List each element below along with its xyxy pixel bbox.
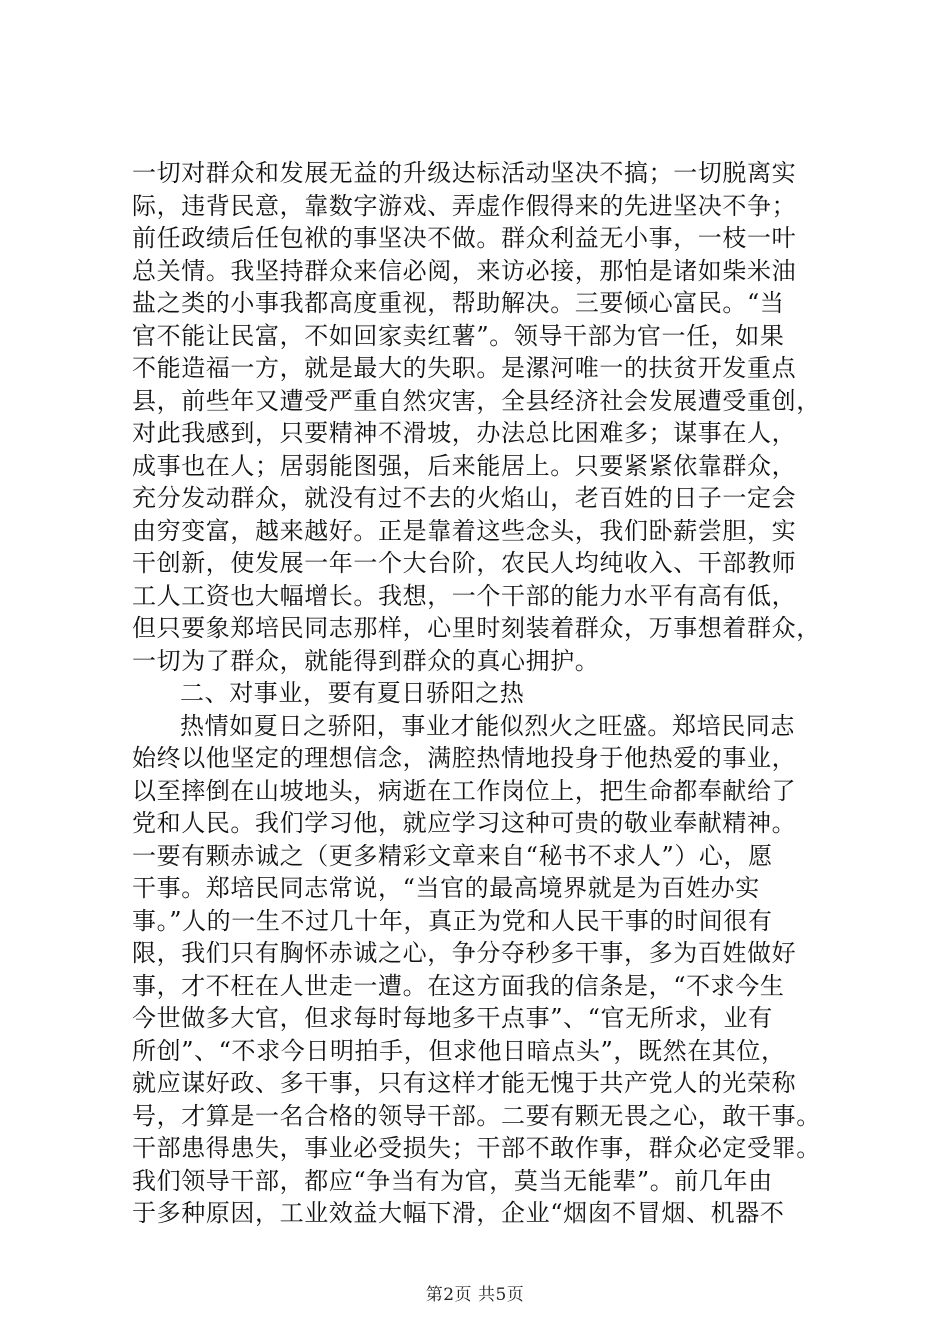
text-line: 始终以他坚定的理想信念，满腔热情地投身于他热爱的事业， <box>132 744 797 772</box>
page-footer: 第2页 共5页 <box>425 1285 525 1305</box>
text-line: 干创新，使发展一年一个大台阶，农民人均纯收入、干部教师 <box>132 549 797 577</box>
text-line: 成事也在人；居弱能图强，后来能居上。只要紧紧依靠群众， <box>132 451 797 480</box>
text-line: 事，才不枉在人世走一遭。在这方面我的信条是，“不求今生 <box>132 971 785 1000</box>
text-line: 前任政绩后任包袱的事坚决不做。群众利益无小事，一枝一叶 <box>132 224 797 252</box>
text-line: 一要有颗赤诚之（更多精彩文章来自“秘书不求人”）心，愿 <box>132 841 773 870</box>
text-line: 对此我感到，只要精神不滑坡，办法总比困难多；谋事在人， <box>132 419 797 447</box>
text-line: 一切为了群众，就能得到群众的真心拥护。 <box>132 646 600 675</box>
text-line: 官不能让民富，不如回家卖红薯”。领导干部为官一任，如果 <box>132 321 785 350</box>
text-line: 县，前些年又遭受严重自然灾害，全县经济社会发展遭受重创， <box>132 386 821 415</box>
section-heading: 二、对事业，要有夏日骄阳之热 <box>180 679 525 707</box>
text-line: 干事。郑培民同志常说，“当官的最高境界就是为百姓办实 <box>132 874 760 902</box>
text-line: 以至摔倒在山坡地头，病逝在工作岗位上，把生命都奉献给了 <box>132 776 797 805</box>
text-line: 我们领导干部，都应“争当有为官，莫当无能辈”。前几年由 <box>132 1166 773 1195</box>
text-line: 总关情。我坚持群众来信必阅，来访必接，那怕是诸如柴米油 <box>132 256 797 285</box>
text-line: 就应谋好政、多干事，只有这样才能无愧于共产党人的光荣称 <box>132 1069 797 1097</box>
text-line: 不能造福一方，就是最大的失职。是漯河唯一的扶贫开发重点 <box>132 354 797 382</box>
text-line: 所创”、“不求今日明拍手，但求他日暗点头”，既然在其位， <box>132 1036 786 1065</box>
text-line: 盐之类的小事我都高度重视，帮助解决。三要倾心富民。“当 <box>132 289 785 317</box>
text-line: 干部患得患失，事业必受损失；干部不敢作事，群众必定受罪。 <box>132 1134 821 1162</box>
text-line: 号，才算是一名合格的领导干部。二要有颗无畏之心，敢干事。 <box>132 1101 821 1130</box>
text-line: 党和人民。我们学习他，就应学习这种可贵的敬业奉献精神。 <box>132 809 797 837</box>
text-line: 一切对群众和发展无益的升级达标活动坚决不搞；一切脱离实 <box>132 159 797 187</box>
text-line: 今世做多大官，但求每时每地多干点事”、“官无所求，业有 <box>132 1004 773 1032</box>
body-text <box>132 157 832 1230</box>
text-line: 充分发动群众，就没有过不去的火焰山，老百姓的日子一定会 <box>132 484 797 512</box>
text-line: 际，违背民意，靠数字游戏、弄虚作假得来的先进坚决不争； <box>132 191 797 220</box>
text-line: 事。”人的一生不过几十年，真正为党和人民干事的时间很有 <box>132 906 773 935</box>
text-line: 但只要象郑培民同志那样，心里时刻装着群众，万事想着群众， <box>132 614 821 642</box>
text-line: 热情如夏日之骄阳，事业才能似烈火之旺盛。郑培民同志 <box>180 711 795 740</box>
text-line: 由穷变富，越来越好。正是靠着这些念头，我们卧薪尝胆，实 <box>132 516 797 545</box>
text-line: 工人工资也大幅增长。我想，一个干部的能力水平有高有低， <box>132 581 797 610</box>
text-line: 于多种原因，工业效益大幅下滑，企业“烟囱不冒烟、机器不 <box>132 1199 785 1227</box>
text-line: 限，我们只有胸怀赤诚之心，争分夺秒多干事，多为百姓做好 <box>132 939 797 967</box>
